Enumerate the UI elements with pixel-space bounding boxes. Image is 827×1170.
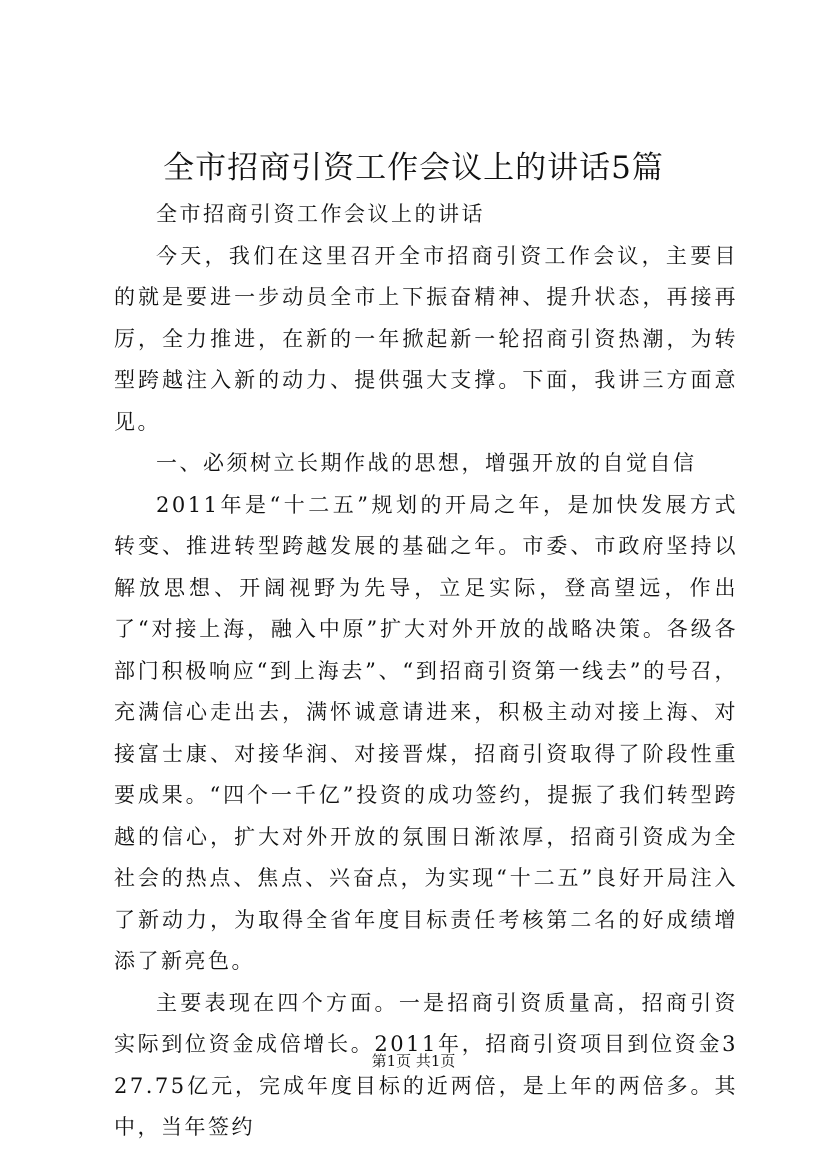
document-body: [114, 194, 738, 1149]
page-footer: 第1页 共1页: [371, 1052, 456, 1070]
intro-paragraph: 今天，我们在这里召开全市招商引资工作会议，主要目的就是要进一步动员全市上下振奋精神、提升状态，再接再厉，全力推进，在新的一年掀起新一轮招商引资热潮，为转型跨越注入新的动力、提供强大支撑。下面，我讲三方面意见。: [114, 243, 738, 434]
body-paragraph: 主要表现在四个方面。一是招商引资质量高，招商引资实际到位资金成倍增长。2011年，招商引资项目到位资金327.75亿元，完成年度目标的近两倍，是上年的两倍多。其中，当年签约: [114, 990, 738, 1139]
subtitle-paragraph: 全市招商引资工作会议上的讲话: [156, 202, 485, 226]
document-title: 全市招商引资工作会议上的讲话5篇: [163, 150, 664, 186]
body-paragraph: 2011年是“十二五”规划的开局之年，是加快发展方式转变、推进转型跨越发展的基础之年。市委、市政府坚持以解放思想、开阔视野为先导，立足实际，登高望远，作出了“对接上海，融入中原”扩大对外开放的战略决策。各级各部门积极响应“到上海去”、“到招商引资第一线去”的号召，充满信心走出去，满怀诚意请进来，积极主动对接上海、对接富士康、对接华润、对接晋煤，招商引资取得了阶段性重要成果。“四个一千亿”投资的成功签约，提振了我们转型跨越的信心，扩大对外开放的氛围日渐浓厚，招商引资成为全社会的热点、焦点、兴奋点，为实现“十二五”良好开局注入了新动力，为取得全省年度目标责任考核第二名的好成绩增添了新亮色。: [114, 492, 738, 973]
section-heading: 一、必须树立长期作战的思想，增强开放的自觉自信: [156, 451, 697, 475]
